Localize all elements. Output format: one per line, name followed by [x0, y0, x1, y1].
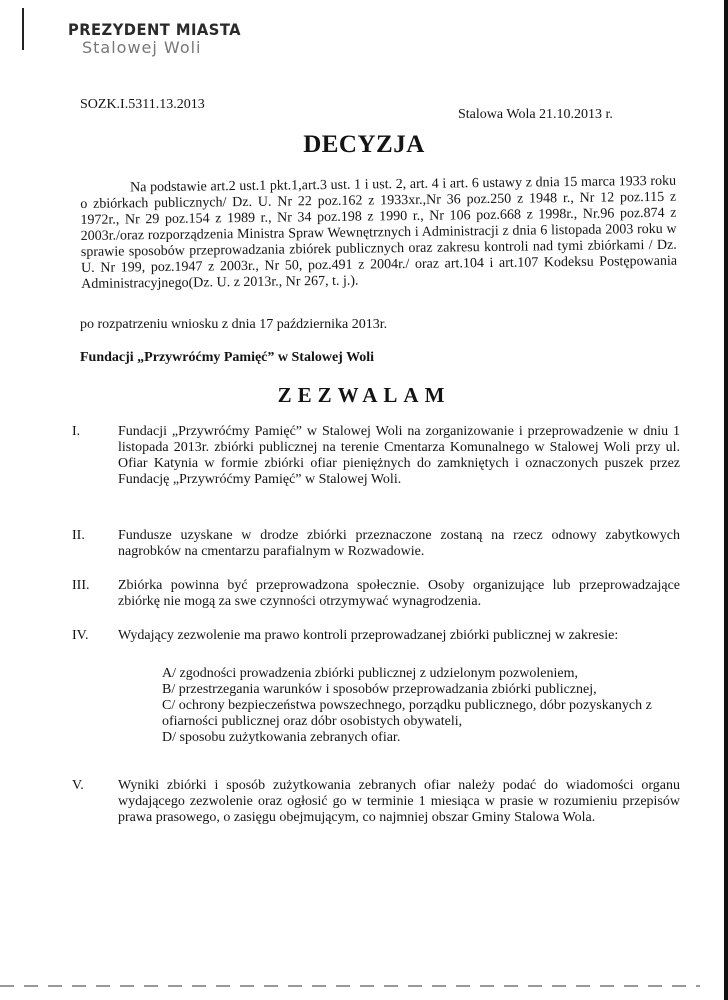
section-ii: [72, 528, 680, 560]
section-number: V.: [72, 778, 84, 793]
section-text: Zbiórka powinna być przeprowadzona społecznie. Osoby organizujące lub przeprowadzające zbiórkę nie mogą za swe czynności otrzymywać wynagrodzenia.: [118, 578, 680, 609]
stamp-title: PREZYDENT MIASTA: [68, 20, 242, 39]
section-iv: [72, 628, 680, 746]
list-item-a: A/ zgodności prowadzenia zbiórki publicznej z udzielonym pozwoleniem,: [162, 666, 578, 681]
section-number: II.: [72, 528, 85, 543]
reference-number: SOZK.I.5311.13.2013: [80, 97, 205, 112]
section-text: Fundacji „Przywróćmy Pamięć” w Stalowej Woli na zorganizowanie i przeprowadzenie w dniu 1 listopada 2013r. zbiórki publicznej na terenie Cmentarza Komunalnego w Stalowej Woli przy ul. Ofiar Katynia w formie zbiórki ofiar pieniężnych do zamkniętych i oznaczonych puszek przez Fundację „Przywróćmy Pamięć” w Stalowej Woli.: [118, 424, 680, 487]
section-iii: [72, 578, 680, 610]
list-item-c: C/ ochrony bezpieczeństwa powszechnego, porządku publicznego, dóbr pozyskanych z ofiarności publicznej oraz dóbr osobistych obywateli,: [162, 698, 652, 729]
office-stamp: [68, 20, 256, 57]
scan-margin-mark: [22, 8, 24, 50]
document-title: DECYZJA: [303, 131, 425, 158]
section-text: Wydający zezwolenie ma prawo kontroli przeprowadzanej zbiórki publicznej w zakresie:: [118, 628, 619, 643]
section-i: [72, 424, 680, 488]
section-number: III.: [72, 578, 90, 593]
list-item-d: D/ sposobu zużytkowania zebranych ofiar.: [162, 730, 401, 745]
list-item-b: B/ przestrzegania warunków i sposobów przeprowadzania zbiórki publicznej,: [162, 682, 597, 697]
control-scope-list: [162, 666, 680, 746]
stamp-city: Stalowej Woli: [82, 38, 202, 57]
scan-footer-artifact: [0, 985, 700, 987]
application-reference: po rozpatrzeniu wniosku z dnia 17 października 2013r.: [80, 317, 388, 332]
place-and-date: Stalowa Wola 21.10.2013 r.: [458, 107, 613, 122]
legal-basis-paragraph: [80, 174, 677, 293]
section-text: Fundusze uzyskane w drodze zbiórki przeznaczone zostaną na rzecz odnowy zabytkowych nagrobków na cmentarzu parafialnym w Rozwadowie.: [118, 528, 680, 559]
section-number: I.: [72, 424, 81, 439]
decision-heading: ZEZWALAM: [277, 383, 451, 407]
addressee: Fundacji „Przywróćmy Pamięć” w Stalowej Woli: [80, 350, 375, 365]
section-v: [72, 778, 680, 826]
section-text: Wyniki zbiórki i sposób zużytkowania zebranych ofiar należy podać do wiadomości organu wydającego zezwolenie oraz ogłosić go w terminie 1 miesiąca w prasie w rozumieniu przepisów prawa prasowego, o zasięgu obejmującym, co najmniej obszar Gminy Stalowa Wola.: [118, 778, 680, 825]
legal-basis-text: Na podstawie art.2 ust.1 pkt.1,art.3 ust. 1 i ust. 2, art. 4 i art. 6 ustawy z dnia 15 marca 1933 roku o zbiórkach publicznych/ Dz. U. Nr 22 poz.162 z 1933xr.,Nr 36 poz.250 z 1948 r., Nr 12 poz.115 z 1972r., Nr 29 poz.154 z 1989 r., Nr 34 poz.198 z 1990 r., Nr 106 poz.668 z 1998r., Nr.96 poz.874 z 2003r./oraz rozporządzenia Ministra Spraw Wewnętrznych i Administracji z dnia 6 listopada 2003 roku w sprawie sposobów przeprowadzania zbiórek publicznych oraz zakresu kontroli nad tymi zbiórkami / Dz. U. Nr 199, poz.1947 z 2003r., Nr 50, poz.491 z 2004r./ oraz art.104 i art.107 Kodeksu Postępowania Administracyjnego(Dz. U. z 2013r., Nr 267, t. j.).: [80, 173, 678, 292]
section-number: IV.: [72, 628, 89, 643]
